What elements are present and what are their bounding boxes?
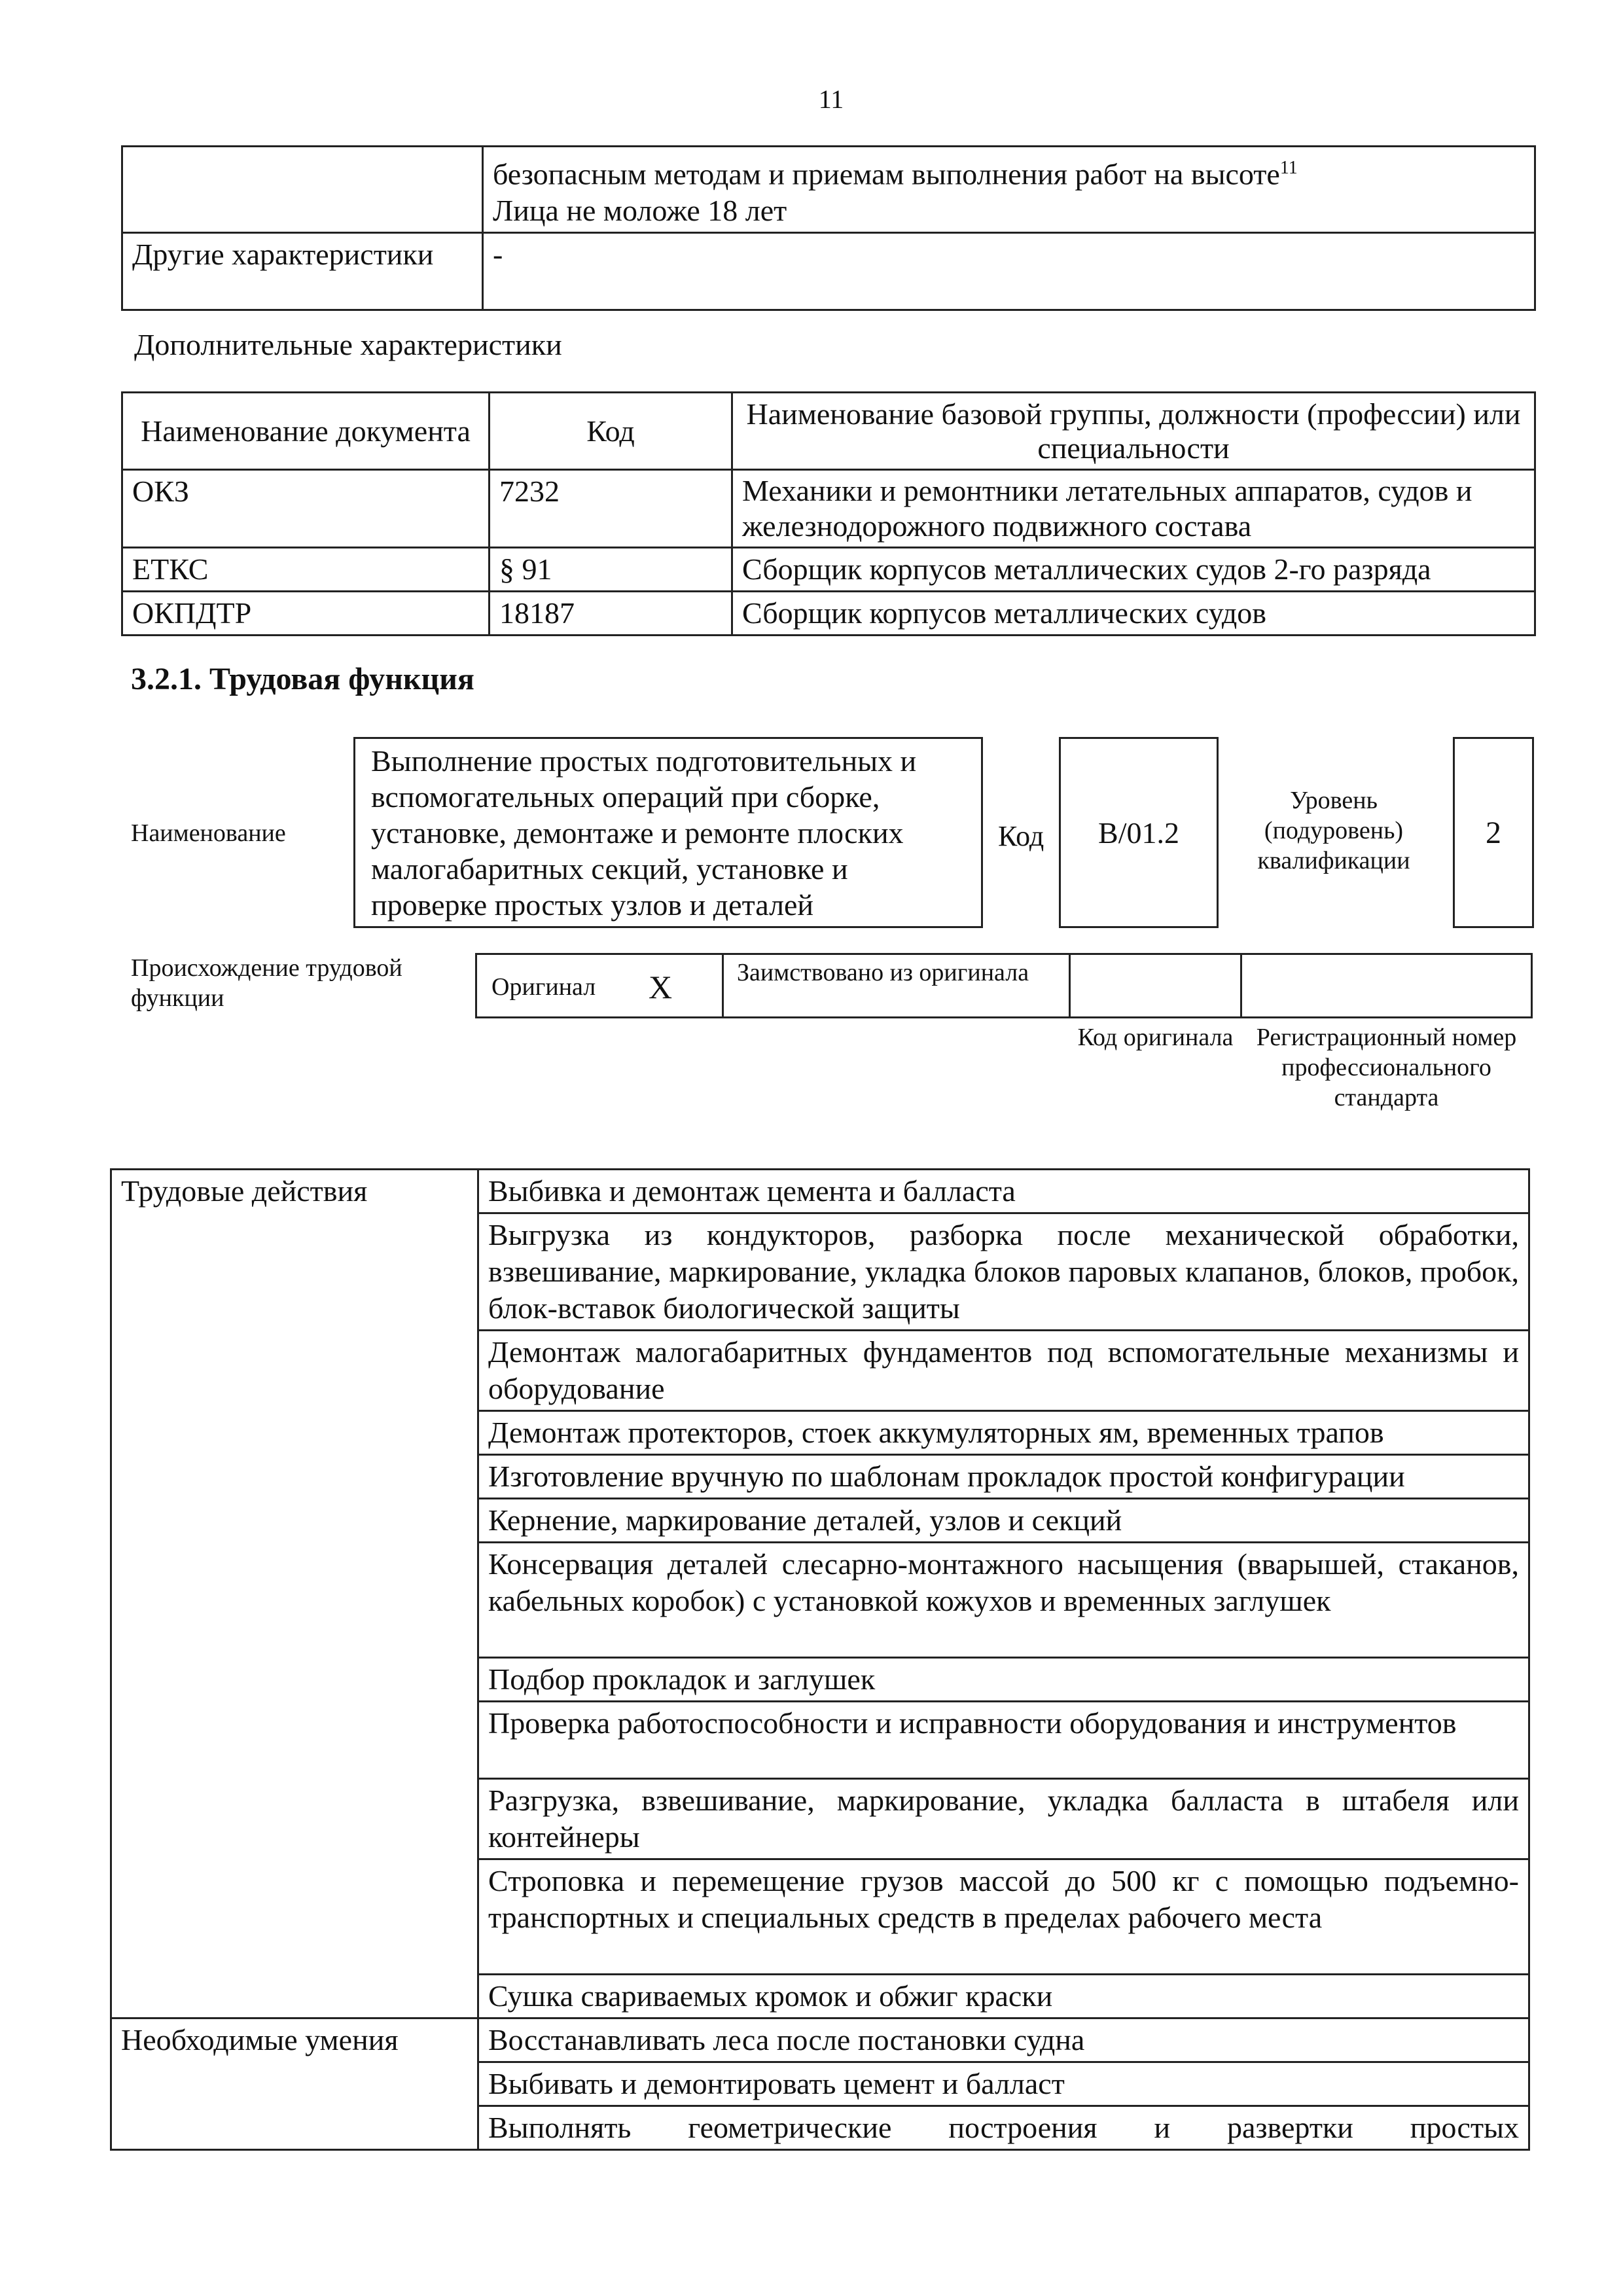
list-item: Сушка свариваемых кромок и обжиг краски bbox=[478, 1975, 1529, 2018]
table-row bbox=[122, 548, 1535, 592]
top-table bbox=[121, 145, 1536, 311]
doc-cell: ЕТКС bbox=[122, 548, 490, 592]
original-code-caption: Код оригинала bbox=[1077, 1024, 1234, 1051]
function-name-label: Наименование bbox=[131, 819, 286, 847]
code-cell: 7232 bbox=[490, 470, 732, 548]
list-item: Выгрузка из кондукторов, разборка после механической обработки, взвешивание, маркирование, укладка блоков паровых клапанов, блоков, пробок, блок-вставок биологической защиты bbox=[478, 1213, 1529, 1331]
registration-number-cell bbox=[1240, 953, 1533, 1018]
name-cell: Сборщик корпусов металлических судов 2-го разряда bbox=[732, 548, 1535, 592]
additional-table bbox=[121, 391, 1536, 636]
list-item: Консервация деталей слесарно-монтажного насыщения (вварышей, стаканов, кабельных коробок) с установкой кожухов и временных заглушек bbox=[478, 1543, 1529, 1658]
header-group-name: Наименование базовой группы, должности (профессии) или специальности bbox=[732, 393, 1535, 470]
borrowed-label: Заимствовано из оригинала bbox=[722, 953, 1071, 1018]
section-heading: 3.2.1. Трудовая функция bbox=[131, 662, 474, 696]
list-item: Выполнять геометрические построения и развертки простых bbox=[478, 2106, 1529, 2150]
list-item: Демонтаж малогабаритных фундаментов под вспомогательные механизмы и оборудование bbox=[478, 1331, 1529, 1411]
origin-label: Происхождение трудовой функции bbox=[131, 954, 402, 1012]
list-item: Кернение, маркирование деталей, узлов и секций bbox=[478, 1499, 1529, 1543]
page-number: 11 bbox=[818, 84, 844, 114]
list-item: Изготовление вручную по шаблонам прокладок простой конфигурации bbox=[478, 1455, 1529, 1499]
original-label: Оригинал bbox=[491, 973, 596, 1001]
list-item: Выбивка и демонтаж цемента и балласта bbox=[478, 1170, 1529, 1213]
skills-label: Необходимые умения bbox=[111, 2018, 478, 2150]
header-code: Код bbox=[490, 393, 732, 470]
header-document: Наименование документа bbox=[122, 393, 490, 470]
original-code-cell bbox=[1069, 953, 1242, 1018]
list-item: Разгрузка, взвешивание, маркирование, укладка балласта в штабеля или контейнеры bbox=[478, 1779, 1529, 1859]
qualification-level-label: Уровень (подуровень) квалификации bbox=[1257, 787, 1410, 874]
name-cell: Сборщик корпусов металлических судов bbox=[732, 592, 1535, 636]
qualification-level-value: 2 bbox=[1453, 737, 1534, 928]
function-code-value: B/01.2 bbox=[1059, 737, 1219, 928]
other-characteristics-label: Другие характеристики bbox=[122, 233, 483, 310]
labor-actions-table bbox=[110, 1168, 1530, 2151]
labor-actions-label: Трудовые действия bbox=[111, 1170, 478, 2018]
table-row bbox=[122, 470, 1535, 548]
doc-cell: ОКПДТР bbox=[122, 592, 490, 636]
list-item: Подбор прокладок и заглушек bbox=[478, 1658, 1529, 1702]
other-characteristics-value: - bbox=[483, 233, 1535, 310]
safety-training-text: безопасным методам и приемам выполнения работ на высоте bbox=[493, 157, 1280, 191]
top-table-empty-cell bbox=[122, 147, 483, 233]
function-code-label: Код bbox=[998, 820, 1044, 852]
table-row bbox=[111, 2018, 1529, 2062]
registration-number-caption: Регистрационный номер профессионального стандарта bbox=[1256, 1024, 1517, 1111]
function-name-value: Выполнение простых подготовительных и вспомогательных операций при сборке, установке, демонтаже и ремонте плоских малогабаритных секций, установке и проверке простых узлов и деталей bbox=[353, 737, 983, 928]
origin-original-cell bbox=[475, 953, 724, 1018]
list-item: Строповка и перемещение грузов массой до 500 кг с помощью подъемно-транспортных и специальных средств в пределах рабочего места bbox=[478, 1859, 1529, 1975]
footnote-mark: 11 bbox=[1279, 158, 1298, 178]
table-row bbox=[111, 1170, 1529, 1213]
doc-cell: ОКЗ bbox=[122, 470, 490, 548]
name-cell: Механики и ремонтники летательных аппаратов, судов и железнодорожного подвижного состава bbox=[732, 470, 1535, 548]
list-item: Выбивать и демонтировать цемент и балласт bbox=[478, 2062, 1529, 2106]
table-row bbox=[122, 592, 1535, 636]
additional-characteristics-title: Дополнительные характеристики bbox=[134, 328, 562, 361]
list-item: Восстанавливать леса после постановки судна bbox=[478, 2018, 1529, 2062]
original-mark: X bbox=[649, 969, 673, 1005]
top-table-requirements-cell bbox=[483, 147, 1535, 233]
age-requirement-text: Лица не моложе 18 лет bbox=[493, 194, 787, 228]
list-item: Демонтаж протекторов, стоек аккумуляторных ям, временных трапов bbox=[478, 1411, 1529, 1455]
code-cell: § 91 bbox=[490, 548, 732, 592]
code-cell: 18187 bbox=[490, 592, 732, 636]
list-item: Проверка работоспособности и исправности оборудования и инструментов bbox=[478, 1702, 1529, 1779]
